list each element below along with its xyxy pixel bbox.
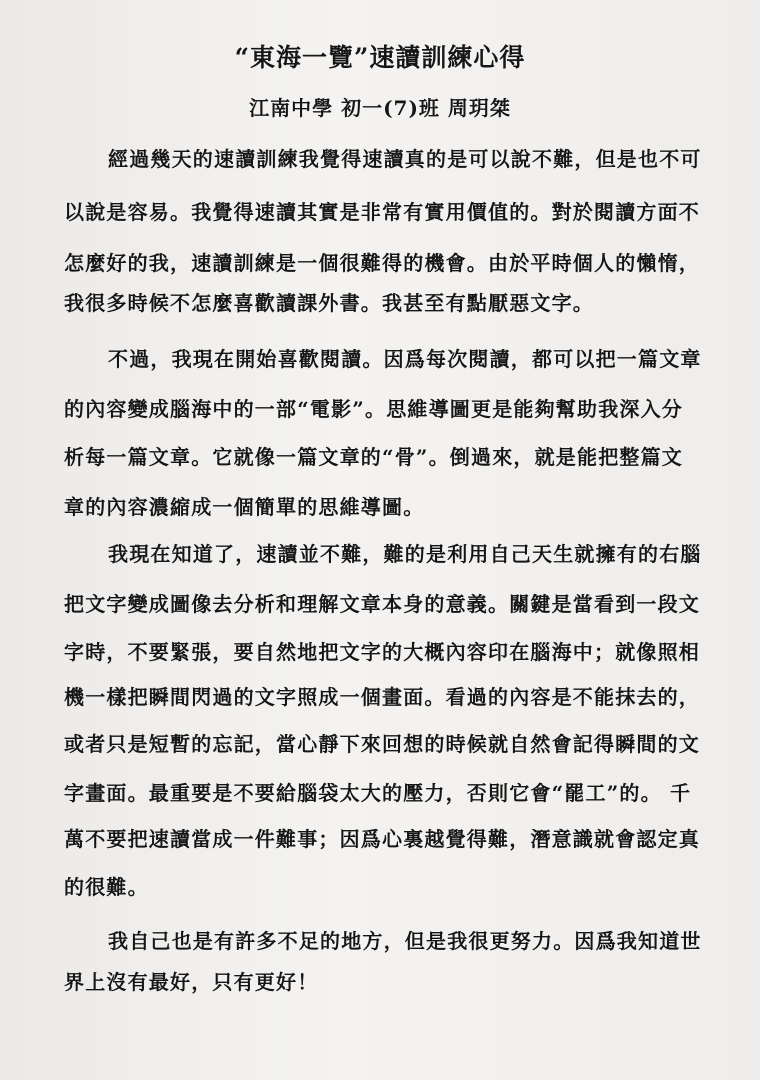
paragraph-1-line-2: 以說是容易。我覺得速讀其實是非常有實用價值的。對於閱讀方面不 bbox=[64, 200, 700, 224]
paragraph-3-line-3: 字時，不要緊張，要自然地把文字的大概內容印在腦海中；就像照相 bbox=[64, 640, 700, 664]
paragraph-2-line-3: 析每一篇文章。它就像一篇文章的“骨”。倒過來，就是能把整篇文 bbox=[64, 445, 684, 469]
paragraph-1-line-3: 怎麼好的我，速讀訓練是一個很難得的機會。由於平時個人的懶惰， bbox=[64, 251, 700, 275]
paragraph-2-line-4: 章的內容濃縮成一個簡單的思維導圖。 bbox=[64, 495, 425, 519]
paragraph-3-line-2: 把文字變成圖像去分析和理解文章本身的意義。關鍵是當看到一段文 bbox=[64, 592, 700, 616]
paragraph-1-line-1: 經過幾天的速讀訓練我覺得速讀真的是可以說不難，但是也不可 bbox=[108, 147, 702, 171]
paragraph-2-line-1: 不過，我現在開始喜歡閱讀。因爲每次閱讀，都可以把一篇文章 bbox=[108, 347, 702, 371]
paragraph-3-line-6: 字畫面。最重要是不要給腦袋太大的壓力，否則它會“罷工”的。 千 bbox=[64, 781, 692, 805]
paragraph-4-line-1: 我自己也是有許多不足的地方，但是我很更努力。因爲我知道世 bbox=[108, 929, 702, 953]
page-title: “東海一覽”速讀訓練心得 bbox=[234, 43, 526, 72]
paragraph-3-line-4: 機一樣把瞬間閃過的文字照成一個畫面。看過的內容是不能抹去的， bbox=[64, 685, 700, 709]
paragraph-3-line-8: 的很難。 bbox=[64, 875, 149, 899]
paragraph-3-line-5: 或者只是短暫的忘記，當心靜下來回想的時候就自然會記得瞬間的文 bbox=[64, 732, 700, 756]
paragraph-3-line-7: 萬不要把速讀當成一件難事；因爲心裏越覺得難，潛意識就會認定真 bbox=[64, 827, 700, 851]
paragraph-4-line-2: 界上沒有最好，只有更好！ bbox=[64, 970, 319, 994]
paragraph-2-line-2: 的內容變成腦海中的一部“電影”。思維導圖更是能夠幫助我深入分 bbox=[64, 397, 684, 421]
paragraph-3-line-1: 我現在知道了，速讀並不難，難的是利用自己天生就擁有的右腦 bbox=[108, 542, 702, 566]
page-subtitle: 江南中學 初一(7)班 周玥桀 bbox=[249, 96, 511, 120]
paragraph-1-line-4: 我很多時候不怎麼喜歡讀課外書。我甚至有點厭惡文字。 bbox=[64, 291, 594, 315]
